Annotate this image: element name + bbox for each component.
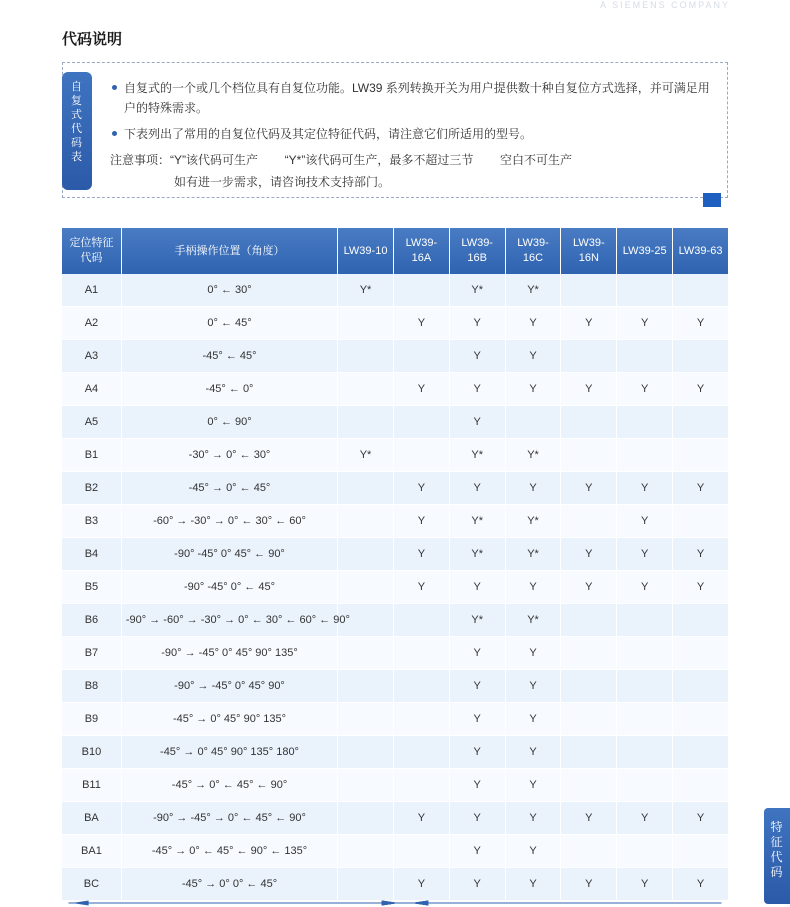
cell-position-text: -45° ← 45° bbox=[202, 350, 257, 362]
cell-mark: Y bbox=[505, 307, 561, 340]
cell-mark: Y bbox=[449, 307, 505, 340]
cell-mark bbox=[561, 703, 617, 736]
side-tab-char-2: 代 bbox=[770, 850, 784, 864]
code-table-body bbox=[62, 274, 728, 901]
table-row bbox=[62, 670, 728, 703]
cell-mark bbox=[561, 670, 617, 703]
cell-mark bbox=[561, 835, 617, 868]
cell-mark: Y bbox=[561, 373, 617, 406]
cell-position bbox=[121, 472, 337, 505]
cell-mark: Y bbox=[673, 571, 728, 604]
cell-mark bbox=[561, 604, 617, 637]
note-footnote-1: 注意事项：“Y”该代码可生产 “Y*”该代码可生产，最多不超过三节 空白不可生产 bbox=[110, 153, 573, 167]
cell-mark bbox=[673, 670, 728, 703]
position-arrow-underline bbox=[62, 900, 728, 907]
cell-mark: Y* bbox=[449, 439, 505, 472]
cell-mark: Y* bbox=[449, 274, 505, 307]
header-lw39-25: LW39-25 bbox=[617, 228, 673, 274]
cell-code: A2 bbox=[62, 307, 121, 340]
cell-mark bbox=[393, 736, 449, 769]
cell-code: BC bbox=[62, 868, 121, 901]
cell-code: B10 bbox=[62, 736, 121, 769]
code-table-head bbox=[62, 228, 728, 274]
cell-position bbox=[121, 604, 350, 637]
cell-mark bbox=[673, 274, 728, 307]
note-tab-char-3: 代 bbox=[71, 123, 83, 135]
note-vertical-tab bbox=[62, 72, 92, 190]
cell-code: B5 bbox=[62, 571, 121, 604]
cell-mark: Y bbox=[505, 571, 561, 604]
cell-mark bbox=[393, 340, 449, 373]
cell-position-text: -90° → -45° 0° 45° 90° 135° bbox=[161, 647, 298, 659]
cell-mark: Y bbox=[673, 307, 728, 340]
cell-position bbox=[121, 835, 337, 868]
cell-mark: Y bbox=[617, 802, 673, 835]
cell-mark: Y bbox=[449, 802, 505, 835]
cell-code: B1 bbox=[62, 439, 121, 472]
cell-mark bbox=[673, 703, 728, 736]
cell-code: B2 bbox=[62, 472, 121, 505]
code-table-header-row bbox=[62, 228, 728, 274]
cell-mark bbox=[338, 373, 394, 406]
cell-mark: Y* bbox=[505, 439, 561, 472]
cell-mark bbox=[338, 802, 394, 835]
table-row bbox=[62, 604, 728, 637]
cell-position-text: -90° -45° 0° ← 45° bbox=[184, 581, 275, 593]
cell-mark bbox=[338, 769, 394, 802]
cell-position bbox=[121, 571, 337, 604]
cell-mark bbox=[338, 835, 394, 868]
cell-position bbox=[121, 736, 337, 769]
cell-mark: Y bbox=[449, 472, 505, 505]
cell-mark: Y bbox=[673, 472, 728, 505]
code-table-wrap bbox=[62, 228, 728, 901]
side-tab-char-1: 征 bbox=[770, 835, 784, 849]
cell-position bbox=[121, 439, 337, 472]
cell-mark bbox=[338, 406, 394, 439]
cell-mark bbox=[673, 736, 728, 769]
cell-mark: Y bbox=[505, 769, 561, 802]
table-row bbox=[62, 472, 728, 505]
note-footnote-2-text: 如有进一步需求，请咨询技术支持部门。 bbox=[174, 175, 391, 189]
cell-mark: Y* bbox=[449, 505, 505, 538]
cell-mark: Y bbox=[617, 538, 673, 571]
cell-position bbox=[121, 340, 337, 373]
cell-mark: Y bbox=[393, 472, 449, 505]
header-lw39-63: LW39-63 bbox=[673, 228, 728, 274]
cell-mark bbox=[673, 505, 728, 538]
cell-position bbox=[121, 637, 337, 670]
table-row bbox=[62, 835, 728, 868]
cell-mark: Y bbox=[393, 868, 449, 901]
cell-mark: Y bbox=[505, 703, 561, 736]
cell-mark bbox=[561, 769, 617, 802]
cell-position-text: 0° ← 45° bbox=[207, 317, 252, 329]
cell-position-text: -90° → -45° 0° 45° 90° bbox=[174, 680, 285, 692]
cell-mark: Y bbox=[505, 472, 561, 505]
page-title: 代码说明 bbox=[62, 31, 123, 48]
cell-mark: Y bbox=[617, 571, 673, 604]
cell-mark: Y bbox=[505, 835, 561, 868]
cell-mark: Y bbox=[505, 868, 561, 901]
cell-position-text: -90° -45° 0° 45° ← 90° bbox=[174, 548, 285, 560]
cell-mark bbox=[393, 439, 449, 472]
cell-mark: Y bbox=[393, 802, 449, 835]
cell-code: A1 bbox=[62, 274, 121, 307]
table-row bbox=[62, 307, 728, 340]
cell-mark: Y bbox=[673, 868, 728, 901]
cell-position bbox=[121, 505, 337, 538]
cell-mark bbox=[393, 406, 449, 439]
cell-position bbox=[121, 868, 337, 901]
note-tab-char-1: 复 bbox=[71, 95, 83, 107]
cell-mark: Y bbox=[393, 373, 449, 406]
cell-position bbox=[121, 769, 337, 802]
cell-position bbox=[121, 538, 337, 571]
cell-mark bbox=[617, 736, 673, 769]
cell-mark bbox=[338, 307, 394, 340]
note-tab-char-2: 式 bbox=[71, 109, 83, 121]
cell-position-text: -90° → -60° → -30° → 0° ← 30° ← 60° ← 90° bbox=[125, 614, 350, 626]
cell-mark bbox=[338, 538, 394, 571]
cell-mark: Y bbox=[393, 505, 449, 538]
cell-mark: Y* bbox=[505, 505, 561, 538]
cell-mark bbox=[673, 769, 728, 802]
cell-mark bbox=[338, 736, 394, 769]
cell-position bbox=[121, 670, 337, 703]
cell-mark: Y bbox=[505, 802, 561, 835]
cell-position-text: -45° → 0° ← 45° ← 90° bbox=[171, 779, 288, 791]
cell-position bbox=[121, 406, 337, 439]
cell-mark: Y bbox=[673, 538, 728, 571]
cell-mark: Y bbox=[505, 340, 561, 373]
side-tab-char-3: 码 bbox=[770, 865, 784, 879]
cell-mark: Y bbox=[449, 703, 505, 736]
cell-position bbox=[121, 307, 337, 340]
cell-mark: Y bbox=[617, 472, 673, 505]
cell-mark bbox=[338, 472, 394, 505]
cell-mark bbox=[673, 406, 728, 439]
table-row bbox=[62, 340, 728, 373]
cell-mark bbox=[393, 604, 449, 637]
cell-position bbox=[121, 703, 337, 736]
cell-code: BA1 bbox=[62, 835, 121, 868]
table-row bbox=[62, 637, 728, 670]
cell-mark: Y bbox=[449, 868, 505, 901]
cell-mark bbox=[561, 406, 617, 439]
cell-mark: Y* bbox=[449, 604, 505, 637]
cell-mark: Y bbox=[561, 571, 617, 604]
cell-code: A3 bbox=[62, 340, 121, 373]
cell-mark: Y bbox=[449, 340, 505, 373]
note-bullet-1: 自复式的一个或几个档位具有自复位功能。LW39 系列转换开关为用户提供数十种自复位方式选择，并可满足用户的特殊需求。 bbox=[110, 78, 710, 118]
table-row bbox=[62, 868, 728, 901]
cell-mark: Y bbox=[449, 571, 505, 604]
cell-mark: Y bbox=[561, 538, 617, 571]
cell-mark: Y* bbox=[338, 439, 394, 472]
cell-mark bbox=[393, 835, 449, 868]
cell-mark: Y* bbox=[505, 538, 561, 571]
header-code: 定位特征代码 bbox=[62, 228, 121, 274]
cell-mark: Y bbox=[449, 637, 505, 670]
cell-code: B11 bbox=[62, 769, 121, 802]
cell-mark bbox=[617, 604, 673, 637]
cell-mark bbox=[617, 274, 673, 307]
cell-mark bbox=[338, 703, 394, 736]
cell-mark: Y bbox=[561, 472, 617, 505]
cell-mark: Y bbox=[393, 571, 449, 604]
cell-mark bbox=[673, 637, 728, 670]
cell-mark bbox=[617, 406, 673, 439]
cell-mark bbox=[338, 868, 394, 901]
cell-mark: Y bbox=[449, 406, 505, 439]
note-footnote-2 bbox=[110, 172, 710, 192]
cell-mark: Y bbox=[505, 637, 561, 670]
table-row bbox=[62, 406, 728, 439]
cell-mark: Y bbox=[561, 802, 617, 835]
table-row bbox=[62, 769, 728, 802]
cell-mark: Y bbox=[617, 373, 673, 406]
cell-mark bbox=[338, 340, 394, 373]
table-row bbox=[62, 571, 728, 604]
cell-position-text: -45° → 0° 0° ← 45° bbox=[181, 878, 278, 890]
cell-position-text: 0° ← 90° bbox=[207, 416, 252, 428]
side-vertical-tab bbox=[764, 808, 790, 904]
decorative-square bbox=[703, 193, 721, 207]
side-tab-char-0: 特 bbox=[770, 820, 784, 834]
cell-code: B4 bbox=[62, 538, 121, 571]
table-row bbox=[62, 802, 728, 835]
cell-mark: Y bbox=[393, 538, 449, 571]
cell-mark: Y bbox=[505, 736, 561, 769]
cell-mark: Y bbox=[505, 670, 561, 703]
cell-mark bbox=[673, 835, 728, 868]
cell-mark: Y* bbox=[505, 604, 561, 637]
note-tab-char-0: 自 bbox=[71, 81, 83, 93]
cell-mark bbox=[617, 340, 673, 373]
cell-mark: Y bbox=[449, 835, 505, 868]
cell-position-text: -60° → -30° → 0° ← 30° ← 60° bbox=[153, 515, 306, 527]
cell-mark bbox=[617, 703, 673, 736]
cell-mark bbox=[561, 505, 617, 538]
cell-position-text: -90° → -45° → 0° ← 45° ← 90° bbox=[153, 812, 306, 824]
header-position: 手柄操作位置（角度） bbox=[121, 228, 337, 274]
cell-position-text: -30° → 0° ← 30° bbox=[188, 449, 271, 461]
cell-mark: Y bbox=[617, 505, 673, 538]
cell-position-text: -45° ← 0° bbox=[205, 383, 254, 395]
cell-mark bbox=[338, 505, 394, 538]
header-lw39-16n: LW39-16N bbox=[561, 228, 617, 274]
cell-mark: Y bbox=[617, 868, 673, 901]
cell-mark bbox=[617, 637, 673, 670]
cell-code: BA bbox=[62, 802, 121, 835]
cell-position-text: -45° → 0° 45° 90° 135° bbox=[172, 713, 287, 725]
cell-mark bbox=[393, 703, 449, 736]
cell-mark bbox=[673, 604, 728, 637]
cell-mark bbox=[338, 571, 394, 604]
cell-mark: Y bbox=[673, 802, 728, 835]
cell-position bbox=[121, 274, 337, 307]
header-lw39-10: LW39-10 bbox=[338, 228, 394, 274]
note-bullet-2: 下表列出了常用的自复位代码及其定位特征代码，请注意它们所适用的型号。 bbox=[110, 124, 710, 144]
cell-mark bbox=[617, 670, 673, 703]
table-row bbox=[62, 439, 728, 472]
cell-mark: Y* bbox=[449, 538, 505, 571]
cell-code: B6 bbox=[62, 604, 121, 637]
cell-mark: Y bbox=[673, 373, 728, 406]
watermark-text: A SIEMENS COMPANY bbox=[600, 0, 730, 10]
cell-mark: Y* bbox=[338, 274, 394, 307]
cell-mark bbox=[561, 274, 617, 307]
cell-position-text: -45° → 0° ← 45° ← 90° ← 135° bbox=[151, 845, 308, 857]
header-lw39-16c: LW39-16C bbox=[505, 228, 561, 274]
cell-mark: Y bbox=[617, 307, 673, 340]
cell-mark bbox=[505, 406, 561, 439]
cell-mark bbox=[561, 340, 617, 373]
cell-mark: Y bbox=[449, 769, 505, 802]
table-row bbox=[62, 703, 728, 736]
cell-mark bbox=[338, 670, 394, 703]
cell-mark: Y bbox=[449, 373, 505, 406]
cell-code: B8 bbox=[62, 670, 121, 703]
cell-mark bbox=[561, 439, 617, 472]
cell-mark: Y bbox=[505, 373, 561, 406]
cell-mark: Y bbox=[561, 307, 617, 340]
cell-code: B9 bbox=[62, 703, 121, 736]
cell-mark bbox=[561, 637, 617, 670]
table-row bbox=[62, 274, 728, 307]
cell-mark bbox=[393, 637, 449, 670]
cell-code: B7 bbox=[62, 637, 121, 670]
cell-mark bbox=[617, 439, 673, 472]
cell-mark: Y bbox=[561, 868, 617, 901]
cell-position-text: -45° → 0° 45° 90° 135° 180° bbox=[160, 746, 299, 758]
table-row bbox=[62, 736, 728, 769]
cell-mark: Y bbox=[393, 307, 449, 340]
header-lw39-16a: LW39-16A bbox=[393, 228, 449, 274]
note-tab-char-4: 码 bbox=[71, 137, 83, 149]
cell-mark bbox=[673, 340, 728, 373]
cell-position-text: 0° ← 30° bbox=[207, 284, 252, 296]
cell-mark bbox=[393, 274, 449, 307]
table-row bbox=[62, 505, 728, 538]
cell-mark: Y bbox=[449, 670, 505, 703]
cell-position bbox=[121, 373, 337, 406]
cell-code: B3 bbox=[62, 505, 121, 538]
cell-mark bbox=[617, 835, 673, 868]
cell-mark: Y* bbox=[505, 274, 561, 307]
note-content bbox=[110, 78, 710, 192]
cell-mark bbox=[338, 637, 394, 670]
cell-code: A4 bbox=[62, 373, 121, 406]
cell-mark bbox=[561, 736, 617, 769]
table-row bbox=[62, 538, 728, 571]
cell-mark bbox=[617, 769, 673, 802]
header-lw39-16b: LW39-16B bbox=[449, 228, 505, 274]
code-table bbox=[62, 228, 728, 901]
cell-code: A5 bbox=[62, 406, 121, 439]
table-row bbox=[62, 373, 728, 406]
cell-mark: Y bbox=[449, 736, 505, 769]
cell-mark bbox=[673, 439, 728, 472]
cell-position-text: -45° → 0° ← 45° bbox=[188, 482, 271, 494]
cell-mark bbox=[393, 670, 449, 703]
cell-position bbox=[121, 802, 337, 835]
cell-mark bbox=[393, 769, 449, 802]
note-tab-char-5: 表 bbox=[71, 151, 83, 163]
